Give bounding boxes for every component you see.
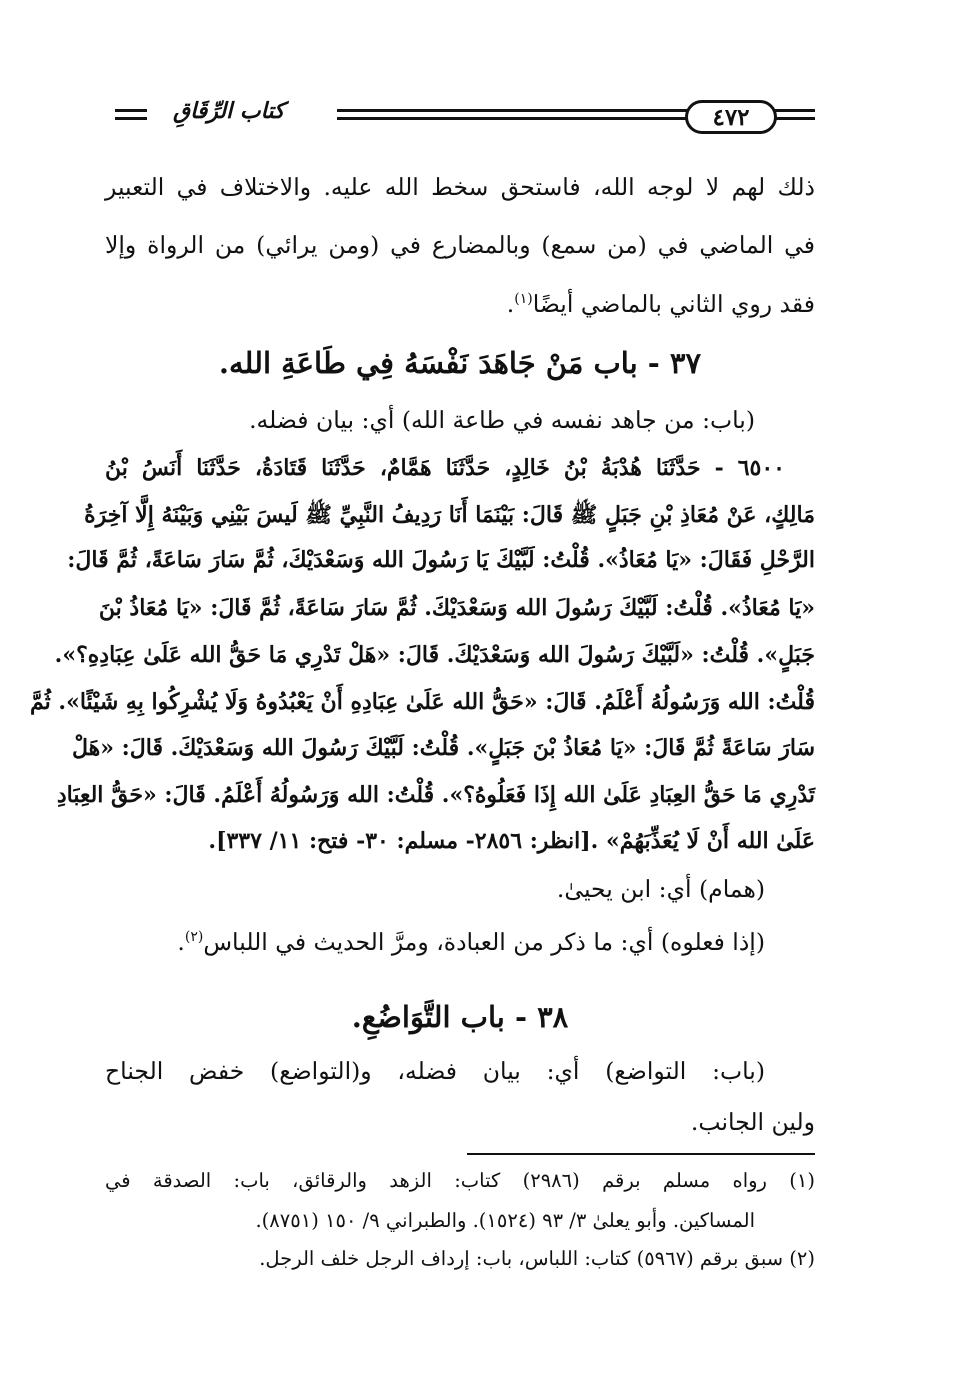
footnote-ref-2[interactable]: (٢) xyxy=(184,929,204,945)
book-title: كتاب الرِّقَاقِ xyxy=(173,98,285,124)
footnote-2: (٢) سبق برقم (٥٩٦٧) كتاب: اللباس، باب: إرداف الرجل خلف الرجل. xyxy=(259,1247,815,1270)
hadith-line-6: قُلْتُ: الله وَرَسُولُهُ أَعْلَمُ. قَالَ: «حَقُّ الله عَلَىٰ عِبَادِهِ أَنْ يَعْبُدُوهُ وَلَا يُشْرِكُوا بِهِ شَيْئًا». ثُمَّ xyxy=(30,689,815,715)
footnote-1-line-2: المساكين. وأبو يعلىٰ ٣/ ٩٣ (١٥٢٤). والطبراني ٩/ ١٥٠ (٨٧٥١). xyxy=(255,1209,755,1232)
page-number: ٤٧٢ xyxy=(685,100,777,134)
footnote-separator xyxy=(467,1153,815,1155)
hadith-line-4: «يَا مُعَاذُ». قُلْتُ: لَبَّيْكَ رَسُولَ الله وَسَعْدَيْكَ. ثُمَّ سَارَ سَاعَةً، ثُمَّ قَالَ: «يَا مُعَاذُ بْنَ xyxy=(98,595,815,621)
chapter-37-heading: ٣٧ - باب مَنْ جَاهَدَ نَفْسَهُ فِي طَاعَةِ الله. xyxy=(218,346,702,380)
hadith-line-1: ٦٥٠٠ - حَدَّثَنَا هُدْبَةُ بْنُ خَالِدٍ، حَدَّثَنَا هَمَّامٌ، حَدَّثَنَا قَتَادَةُ، حَدَّثَنَا أَنَسُ بْنُ xyxy=(105,455,785,481)
header-rule-bottom xyxy=(337,117,737,120)
hadith-line-5: جَبَلٍ». قُلْتُ: «لَبَّيْكَ رَسُولَ الله وَسَعْدَيْكَ. قَالَ: «هَلْ تَدْرِي مَا حَقُّ الله عَلَىٰ عِبَادِهِ؟». xyxy=(54,642,815,668)
hadith-line-8: تَدْرِي مَا حَقُّ العِبَادِ عَلَىٰ الله إِذَا فَعَلُوهُ؟». قُلْتُ: الله وَرَسُولُهُ أَعْلَمُ. قَالَ: «حَقُّ العِبَادِ xyxy=(56,782,815,808)
header-rule-top xyxy=(337,109,737,112)
chapter-37-explanation: (باب: من جاهد نفسه في طاعة الله) أي: بيان فضله. xyxy=(249,406,755,434)
book-page xyxy=(30,0,815,1388)
intro-line-3 xyxy=(105,284,815,319)
hadith-line-2: مَالِكٍ، عَنْ مُعَاذِ بْنِ جَبَلٍ ﷺ قَالَ: بَيْنَمَا أَنَا رَدِيفُ النَّبِيِّ ﷺ لَيسَ بَيْنِي وَبَيْنَهُ إِلَّا آخِرَةُ xyxy=(84,502,815,528)
chapter-38-explanation-2: ولين الجانب. xyxy=(690,1108,815,1136)
header-rule-right-top xyxy=(775,109,815,112)
header-rule-left-top xyxy=(115,109,147,112)
header-rule-right-bottom xyxy=(775,117,815,120)
note-idha-faaluhu xyxy=(105,922,765,957)
note-idha-faaluhu-end: . xyxy=(177,927,185,956)
footnote-1-line-1: (١) رواه مسلم برقم (٢٩٨٦) كتاب: الزهد والرقائق، باب: الصدقة في xyxy=(105,1169,815,1192)
intro-line-2: في الماضي في (من سمع) وبالمضارع في (ومن يرائي) من الرواة وإلا xyxy=(105,231,815,259)
running-header xyxy=(105,96,815,142)
intro-line-3-end: . xyxy=(506,289,515,318)
hadith-line-3: الرَّحْلِ فَقَالَ: «يَا مُعَاذُ». قُلْتُ: لَبَّيْكَ يَا رَسُولَ الله وَسَعْدَيْكَ، ثُمَّ سَارَ سَاعَةً، ثُمَّ قَالَ: xyxy=(67,547,815,573)
intro-line-1: ذلك لهم لا لوجه الله، فاستحق سخط الله عليه. والاختلاف في التعبير xyxy=(105,173,815,201)
hadith-line-9: عَلَىٰ الله أَنْ لَا يُعَذِّبَهُمْ» .[انظر: ٢٨٥٦- مسلم: ٣٠- فتح: ١١/ ٣٣٧]. xyxy=(208,828,815,854)
intro-line-3-text: فقد روي الثاني بالماضي أيضًا xyxy=(532,289,815,318)
chapter-38-heading: ٣٨ - باب التَّوَاضُعِ. xyxy=(351,1000,569,1034)
footnote-ref-1[interactable]: (١) xyxy=(514,291,533,307)
hadith-line-7: سَارَ سَاعَةً ثُمَّ قَالَ: «يَا مُعَاذُ بْنَ جَبَلٍ». قُلْتُ: لَبَّيْكَ رَسُولَ الله وَسَعْدَيْكَ. قَالَ: «هَلْ xyxy=(71,735,815,761)
note-idha-faaluhu-text: (إذا فعلوه) أي: ما ذكر من العبادة، ومرَّ الحديث في اللباس xyxy=(203,927,765,956)
note-hammam: (همام) أي: ابن يحيىٰ. xyxy=(556,875,765,903)
header-rule-left-bottom xyxy=(115,117,147,120)
chapter-38-explanation-1: (باب: التواضع) أي: بيان فضله، و(التواضع) خفض الجناح xyxy=(105,1057,765,1085)
